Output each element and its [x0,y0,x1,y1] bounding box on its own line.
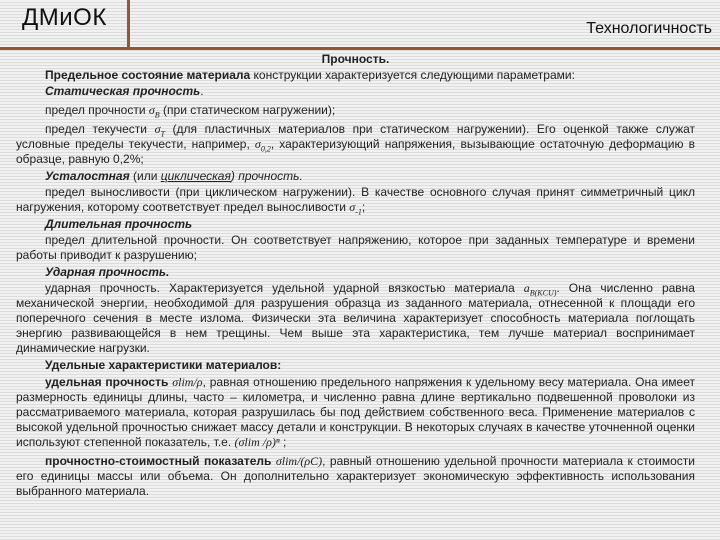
ultimate-strength-paragraph [16,103,695,118]
static-heading-dot: . [200,84,204,98]
power-end: ; [279,435,287,449]
cost-paragraph [16,454,695,499]
impact-symbol: a [523,281,530,295]
static-heading [16,84,695,99]
static-heading-text: Статическая прочность [45,84,201,98]
fatigue-paragraph [16,185,695,215]
sigma-subscript: 0,2 [260,144,271,154]
sigma-symbol: σ [154,122,161,136]
yield-strength-paragraph [16,122,695,167]
impact-heading: Ударная прочность. [45,265,170,279]
impact-paragraph [16,281,695,356]
specific-strength-paragraph [16,375,695,450]
section-title: Технологичность [586,20,712,37]
fatigue-end: ; [361,200,366,214]
yield-text-mid: (для пластичных материалов при статическом нагружении). Его оценкой также служат условные пределы текучести, например, [16,122,695,151]
specific-strength-term: удельная прочность [45,375,173,389]
sigma-symbol: σ [254,137,261,151]
long-term-heading: Длительная прочность [45,217,193,231]
ultimate-text-end: (при статическом нагружении); [159,103,336,117]
course-title: ДМиОК [22,4,107,31]
fatigue-term: Усталостная [45,169,130,183]
fatigue-text: предел выносливости (при циклическом нагружении). В качестве основного случая принят симметричный цикл нагружения, которому соответствует предел выносливости [16,185,695,214]
limit-state-term: Предельное состояние материала [45,68,251,82]
cost-formula: σlim/(ρC) [275,454,323,468]
ultimate-text: предел прочности [45,103,149,117]
limit-state-text: конструкции характеризуется следующими параметрами: [250,68,575,82]
limit-state-paragraph [16,68,695,83]
impact-text: ударная прочность. Характеризуется удельной ударной вязкостью материала [45,281,524,295]
specific-strength-formula: σlim/ρ [172,375,203,389]
page-title: Прочность. [321,52,390,66]
fatigue-heading-mid: (или [129,169,161,183]
impact-subscript: B(KCU) [529,288,557,298]
fatigue-heading-end: ) прочность. [230,169,303,183]
impact-text-end: . Она численно равна механической энергии, необходимой для разрушения образца из заданного материала, отнесенной к площади его поперечного сечения в месте излома. Физически эта величина характеризует способность материала поглощать энергию развивающейся в нем трещины. Чем выше эта характеристика, тем лучше материал воспринимает динамические нагрузки. [16,281,695,355]
specific-strength-text: , равная отношению предельного напряжения к удельному весу материала. Она имеет размерность единицы длины, часто – километра, и численно равна длине вертикально подвешенной проволоки из рассматриваемого материала, которая разрушилась бы под действием собственного веса. Применение материалов с высокой удельной прочностью снижает массу детали и конструкции. В некоторых случаях в качестве уточненной оценки используют степенной показатель, т.е. [16,375,695,449]
sigma-subscript: T [160,129,165,139]
cyclic-link[interactable]: циклическая [160,169,231,183]
sigma-subscript: B [154,110,160,120]
power-formula: (σlim /ρ)ⁿ [234,435,280,449]
fatigue-heading [16,169,695,184]
cost-text: , равный отношению удельной прочности материала к стоимости его единицы массы или объема. Он дополнительно характеризует экономическую эффективность использования выбранного материала. [16,454,695,498]
yield-text-end: , характеризующий напряжения, вызывающие остаточную деформацию в образце, равную 0,2%; [16,137,695,166]
sigma-subscript: -1 [355,207,362,217]
long-term-paragraph: предел длительной прочности. Он соответствует напряжению, которое при заданных температуре и времени работы приводит к разрушению; [16,233,695,262]
sigma-symbol: σ [148,103,155,117]
specific-heading: Удельные характеристики материалов: [45,358,282,372]
cost-term: прочностно-стоимостный показатель [45,454,276,468]
yield-text: предел текучести [45,122,155,136]
sigma-symbol: σ [349,200,356,214]
